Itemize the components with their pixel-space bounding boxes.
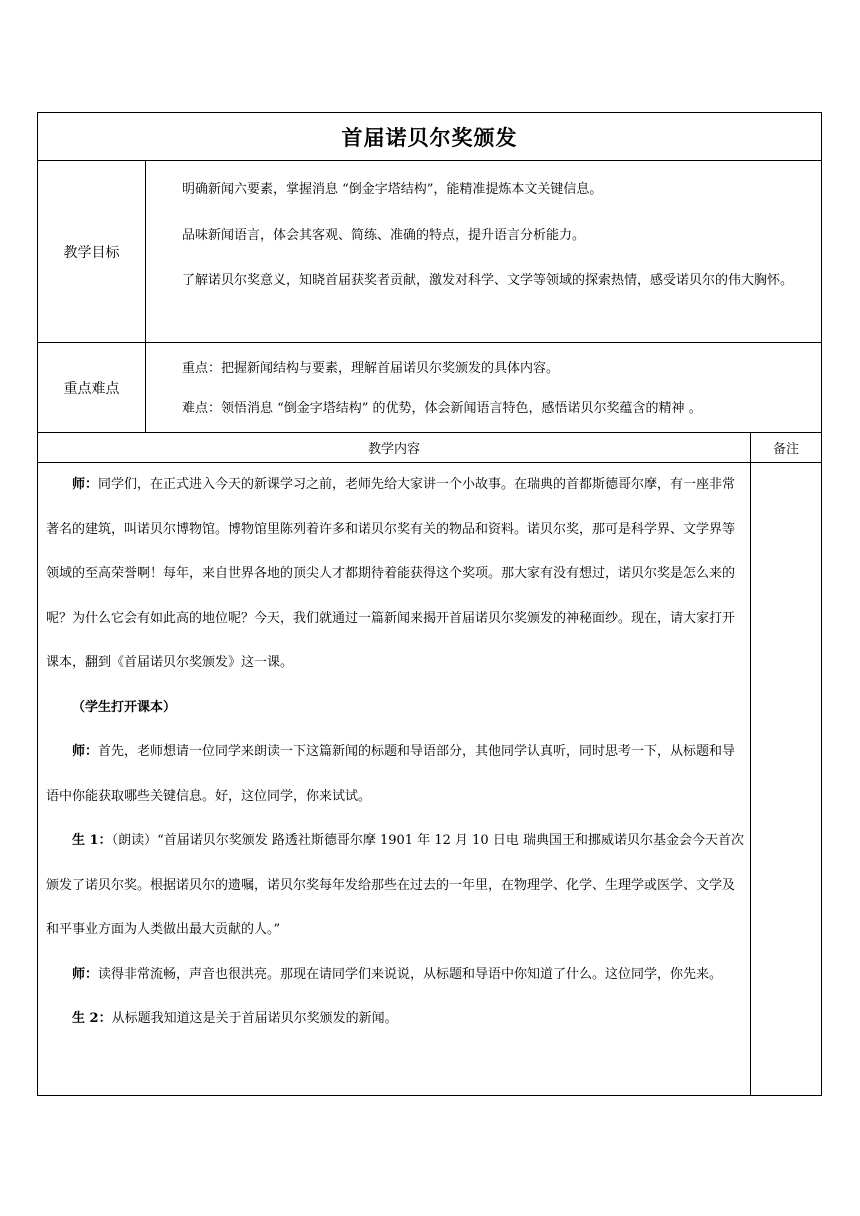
dialogue-text: 同学们，在正式进入今天的新课学习之前，老师先给大家讲一个小故事。在瑞典的首都斯德哥尔摩，有一座非常著名的建筑，叫诺贝尔博物馆。博物馆里陈列着许多和诺贝尔奖有关的物品和资料。诺贝尔奖，那可是科学界、文学界等领域的至高荣誉啊！每年，来自世界各地的顶尖人才都期待着能获得这个奖项。那大家有没有想过，诺贝尔奖是怎么来的呢？为什么它会有如此高的地位呢？今天，我们就通过一篇新闻来揭开首届诺贝尔奖颁发的神秘面纱。现在，请大家打开课本，翻到《首届诺贝尔奖颁发》这一课。 [46, 477, 736, 670]
title-row [38, 113, 821, 161]
dialogue-paragraph [46, 730, 744, 819]
speaker-label: 师： [72, 966, 99, 982]
dialogue-text: 从标题我知道这是关于首届诺贝尔奖颁发的新闻。 [111, 1011, 398, 1026]
speaker-label: 师： [72, 744, 99, 759]
key-point-item: 重点：把握新闻结构与要素，理解首届诺贝尔奖颁发的具体内容。 [182, 361, 560, 376]
page-title: 首届诺贝尔奖颁发 [341, 125, 518, 150]
key-points-content [146, 343, 821, 432]
dialogue-paragraph [46, 686, 744, 731]
key-point-item: 难点：领悟消息 “倒金字塔结构” 的优势，体会新闻语言特色，感悟诺贝尔奖蕴含的精神 。 [182, 401, 702, 416]
lesson-plan-table [37, 112, 822, 1096]
dialogue-text: （朗读）“首届诺贝尔奖颁发 路透社斯德哥尔摩 1901 年 12 月 10 日电 瑞典国王和挪威诺贝尔基金会今天首次颁发了诺贝尔奖。根据诺贝尔的遗嘱，诺贝尔奖每年发给那些在过去的一年里，在物理学、化学、生理学或医学、文学及和平事业方面为人类做出最大贡献的人。” [46, 833, 744, 937]
dialogue-paragraph [46, 463, 744, 686]
notes-column [751, 463, 821, 1095]
key-points-row [38, 343, 821, 433]
teaching-goals-label: 教学目标 [38, 161, 146, 342]
goal-item: 明确新闻六要素，掌握消息 “倒金字塔结构”，能精准提炼本文关键信息。 [182, 182, 603, 197]
teaching-goals-content [146, 161, 821, 342]
teaching-content [38, 463, 751, 1095]
notes-header: 备注 [772, 442, 799, 457]
dialogue-text: 读得非常流畅，声音也很洪亮。那现在请同学们来说说，从标题和导语中你知道了什么。这位同学，你先来。 [98, 966, 723, 982]
dialogue-paragraph [46, 997, 744, 1042]
content-header-row [38, 433, 821, 463]
teaching-goals-row [38, 161, 821, 343]
key-points-label: 重点难点 [38, 343, 146, 432]
speaker-label: 生 2： [72, 1011, 112, 1026]
speaker-label: 师： [72, 477, 99, 492]
content-body-row [38, 463, 821, 1095]
stage-direction: （学生打开课本） [72, 699, 177, 715]
content-header: 教学内容 [38, 433, 751, 462]
speaker-label: 生 1： [72, 833, 112, 848]
dialogue-paragraph [46, 819, 744, 953]
goal-item: 了解诺贝尔奖意义，知晓首届获奖者贡献，激发对科学、文学等领域的探索热情，感受诺贝尔的伟大胸怀。 [182, 273, 794, 288]
dialogue-text: 首先，老师想请一位同学来朗读一下这篇新闻的标题和导语部分，其他同学认真听，同时思考一下，从标题和导语中你能获取哪些关键信息。好，这位同学，你来试试。 [46, 744, 736, 804]
dialogue-paragraph [46, 953, 744, 998]
goal-item: 品味新闻语言，体会其客观、简练、准确的特点，提升语言分析能力。 [182, 228, 586, 243]
